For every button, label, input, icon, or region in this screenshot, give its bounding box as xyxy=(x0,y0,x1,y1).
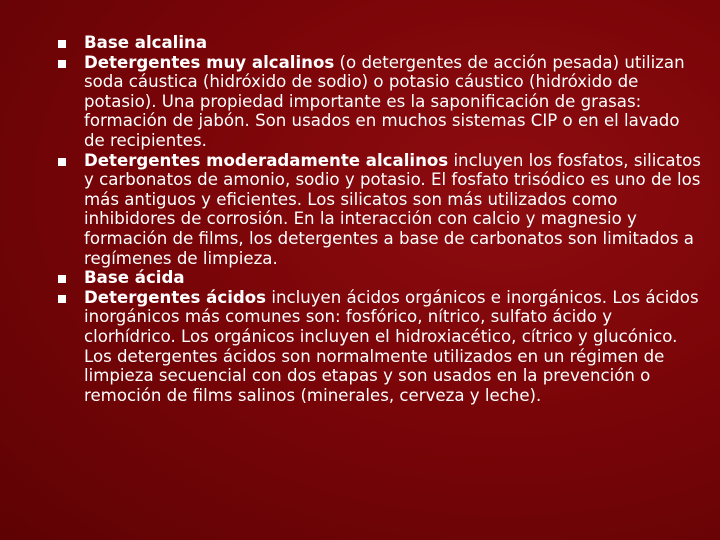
bullet-heading: Base ácida xyxy=(84,268,185,288)
bullet-detergentes-muy-alcalinos xyxy=(58,53,704,151)
bullet-base-alcalina xyxy=(58,33,704,53)
square-bullet-icon xyxy=(58,275,66,283)
bullet-list xyxy=(58,33,704,405)
bullet-heading: Base alcalina xyxy=(84,33,208,52)
bullet-base-acida xyxy=(58,268,704,288)
bullet-detergentes-acidos xyxy=(58,288,704,406)
square-bullet-icon xyxy=(58,60,66,68)
square-bullet-icon xyxy=(58,40,66,48)
bullet-text: (o detergentes de acción pesada) utilizan soda cáustica (hidróxido de sodio) o potasio cáustico (hidróxido de potasio). Una propiedad importante es la saponificación de grasas: formación de jabón. Son usados en muchos sistemas CIP o en el lavado de recipientes. xyxy=(84,52,685,150)
square-bullet-icon xyxy=(58,158,66,166)
bullet-detergentes-moderadamente-alcalinos xyxy=(58,151,704,269)
bullet-heading: Detergentes muy alcalinos xyxy=(84,52,335,72)
bullet-heading: Detergentes moderadamente alcalinos xyxy=(84,150,449,170)
bullet-text: incluyen los fosfatos, silicatos y carbonatos de amonio, sodio y potasio. El fosfato trisódico es uno de los más antiguos y eficientes. Los silicatos son más utilizados como inhibidores de corrosión. En la interacción con calcio y magnesio y formación de films, los detergentes a base de carbonatos son limitados a regímenes de limpieza. xyxy=(84,150,701,268)
square-bullet-icon xyxy=(58,295,66,303)
bullet-heading: Detergentes ácidos xyxy=(84,287,267,307)
bullet-text: incluyen ácidos orgánicos e inorgánicos. Los ácidos inorgánicos más comunes son: fosfórico, nítrico, sulfato ácido y clorhídrico. Los orgánicos incluyen el hidroxiacético, cítrico y glucónico. Los detergentes ácidos son normalmente utilizados en un régimen de limpieza secuencial con dos etapas y son usados en la prevención o remoción de films salinos (minerales, cerveza y leche). xyxy=(84,287,699,405)
